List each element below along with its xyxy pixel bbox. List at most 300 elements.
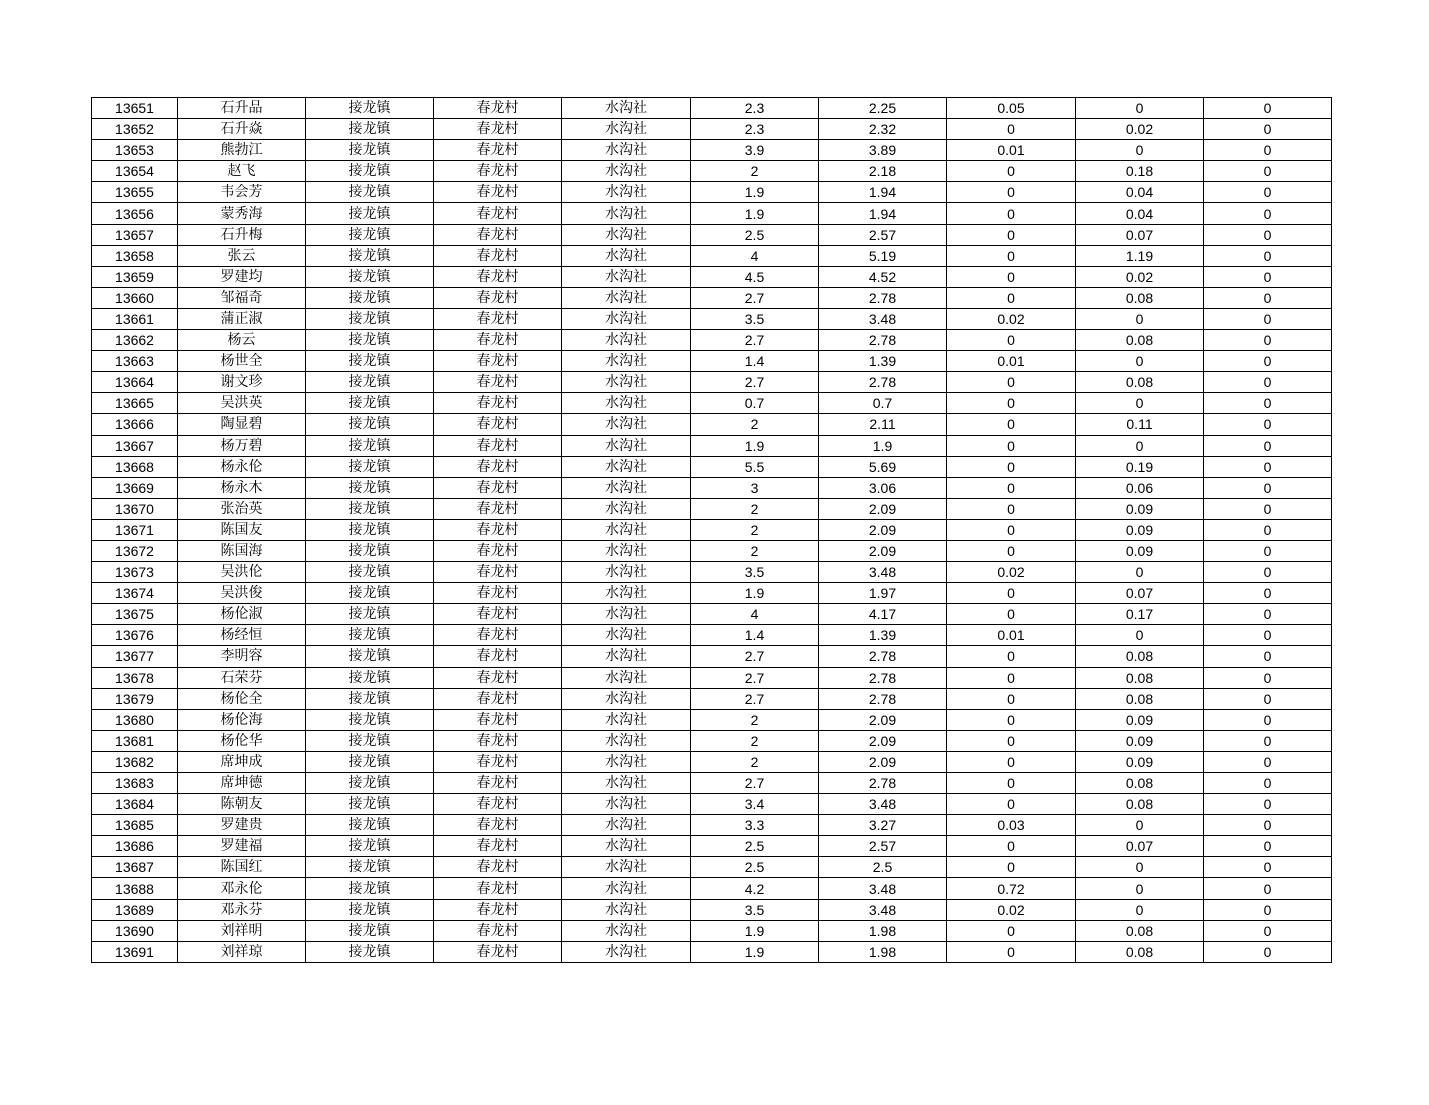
value-b-cell: 2.09 (819, 709, 947, 730)
id-cell: 13690 (92, 920, 178, 941)
data-table (91, 97, 1332, 963)
value-d-cell: 0 (1076, 140, 1204, 161)
town-cell: 接龙镇 (306, 330, 434, 351)
table-row (92, 330, 1332, 351)
town-cell: 接龙镇 (306, 308, 434, 329)
group-cell: 水沟社 (562, 393, 691, 414)
value-a-cell: 3.3 (691, 815, 819, 836)
value-e-cell: 0 (1204, 899, 1332, 920)
group-cell: 水沟社 (562, 815, 691, 836)
value-b-cell: 2.78 (819, 287, 947, 308)
village-cell: 春龙村 (434, 646, 562, 667)
group-cell: 水沟社 (562, 646, 691, 667)
village-cell: 春龙村 (434, 540, 562, 561)
value-a-cell: 3.5 (691, 899, 819, 920)
village-cell: 春龙村 (434, 794, 562, 815)
village-cell: 春龙村 (434, 140, 562, 161)
table-row (92, 562, 1332, 583)
value-a-cell: 2.7 (691, 330, 819, 351)
id-cell: 13659 (92, 266, 178, 287)
value-a-cell: 2 (691, 414, 819, 435)
village-cell: 春龙村 (434, 815, 562, 836)
id-cell: 13669 (92, 477, 178, 498)
value-b-cell: 2.78 (819, 667, 947, 688)
value-b-cell: 5.69 (819, 456, 947, 477)
village-cell: 春龙村 (434, 583, 562, 604)
village-cell: 春龙村 (434, 266, 562, 287)
village-cell: 春龙村 (434, 667, 562, 688)
group-cell: 水沟社 (562, 562, 691, 583)
id-cell: 13657 (92, 224, 178, 245)
town-cell: 接龙镇 (306, 709, 434, 730)
id-cell: 13689 (92, 899, 178, 920)
value-d-cell: 0.09 (1076, 519, 1204, 540)
id-cell: 13660 (92, 287, 178, 308)
id-cell: 13679 (92, 688, 178, 709)
id-cell: 13665 (92, 393, 178, 414)
name-cell: 陶显碧 (178, 414, 306, 435)
town-cell: 接龙镇 (306, 583, 434, 604)
value-e-cell: 0 (1204, 98, 1332, 119)
value-b-cell: 3.48 (819, 899, 947, 920)
id-cell: 13671 (92, 519, 178, 540)
value-b-cell: 1.94 (819, 203, 947, 224)
table-row (92, 878, 1332, 899)
table-row (92, 688, 1332, 709)
value-b-cell: 2.25 (819, 98, 947, 119)
value-a-cell: 1.9 (691, 435, 819, 456)
value-e-cell: 0 (1204, 667, 1332, 688)
group-cell: 水沟社 (562, 140, 691, 161)
value-e-cell: 0 (1204, 836, 1332, 857)
value-d-cell: 0.08 (1076, 287, 1204, 308)
value-c-cell: 0 (947, 161, 1076, 182)
id-cell: 13676 (92, 625, 178, 646)
village-cell: 春龙村 (434, 836, 562, 857)
group-cell: 水沟社 (562, 709, 691, 730)
village-cell: 春龙村 (434, 372, 562, 393)
value-d-cell: 0.09 (1076, 751, 1204, 772)
value-c-cell: 0 (947, 857, 1076, 878)
value-e-cell: 0 (1204, 646, 1332, 667)
value-e-cell: 0 (1204, 393, 1332, 414)
value-c-cell: 0 (947, 435, 1076, 456)
value-c-cell: 0 (947, 519, 1076, 540)
name-cell: 杨伦华 (178, 730, 306, 751)
town-cell: 接龙镇 (306, 688, 434, 709)
name-cell: 张治英 (178, 498, 306, 519)
value-a-cell: 2.7 (691, 688, 819, 709)
value-a-cell: 0.7 (691, 393, 819, 414)
table-row (92, 794, 1332, 815)
id-cell: 13674 (92, 583, 178, 604)
name-cell: 杨万碧 (178, 435, 306, 456)
value-c-cell: 0.01 (947, 140, 1076, 161)
value-d-cell: 0.02 (1076, 119, 1204, 140)
value-a-cell: 1.4 (691, 351, 819, 372)
value-d-cell: 0.17 (1076, 604, 1204, 625)
name-cell: 刘祥明 (178, 920, 306, 941)
village-cell: 春龙村 (434, 519, 562, 540)
table-row (92, 709, 1332, 730)
town-cell: 接龙镇 (306, 140, 434, 161)
id-cell: 13684 (92, 794, 178, 815)
id-cell: 13663 (92, 351, 178, 372)
village-cell: 春龙村 (434, 119, 562, 140)
table-row (92, 836, 1332, 857)
village-cell: 春龙村 (434, 730, 562, 751)
id-cell: 13683 (92, 773, 178, 794)
id-cell: 13673 (92, 562, 178, 583)
group-cell: 水沟社 (562, 435, 691, 456)
value-d-cell: 0.07 (1076, 583, 1204, 604)
value-a-cell: 2.5 (691, 224, 819, 245)
value-b-cell: 2.78 (819, 646, 947, 667)
value-d-cell: 0.09 (1076, 730, 1204, 751)
value-a-cell: 3.5 (691, 308, 819, 329)
value-d-cell: 0.08 (1076, 773, 1204, 794)
value-d-cell: 0.08 (1076, 330, 1204, 351)
table-row (92, 646, 1332, 667)
value-a-cell: 2.7 (691, 287, 819, 308)
value-d-cell: 0.07 (1076, 224, 1204, 245)
group-cell: 水沟社 (562, 941, 691, 962)
value-b-cell: 2.32 (819, 119, 947, 140)
name-cell: 蒲正淑 (178, 308, 306, 329)
group-cell: 水沟社 (562, 878, 691, 899)
value-c-cell: 0 (947, 456, 1076, 477)
value-a-cell: 2.7 (691, 646, 819, 667)
value-d-cell: 0 (1076, 98, 1204, 119)
town-cell: 接龙镇 (306, 372, 434, 393)
town-cell: 接龙镇 (306, 646, 434, 667)
name-cell: 陈国红 (178, 857, 306, 878)
value-a-cell: 3.9 (691, 140, 819, 161)
value-b-cell: 2.78 (819, 372, 947, 393)
id-cell: 13688 (92, 878, 178, 899)
table-row (92, 773, 1332, 794)
value-e-cell: 0 (1204, 562, 1332, 583)
table-row (92, 477, 1332, 498)
id-cell: 13664 (92, 372, 178, 393)
id-cell: 13682 (92, 751, 178, 772)
id-cell: 13653 (92, 140, 178, 161)
village-cell: 春龙村 (434, 709, 562, 730)
name-cell: 邓永芬 (178, 899, 306, 920)
value-a-cell: 2 (691, 751, 819, 772)
village-cell: 春龙村 (434, 878, 562, 899)
value-a-cell: 5.5 (691, 456, 819, 477)
value-a-cell: 3 (691, 477, 819, 498)
table-row (92, 182, 1332, 203)
group-cell: 水沟社 (562, 203, 691, 224)
value-c-cell: 0 (947, 203, 1076, 224)
value-c-cell: 0 (947, 414, 1076, 435)
id-cell: 13681 (92, 730, 178, 751)
name-cell: 熊勃江 (178, 140, 306, 161)
value-e-cell: 0 (1204, 498, 1332, 519)
value-a-cell: 3.4 (691, 794, 819, 815)
id-cell: 13680 (92, 709, 178, 730)
name-cell: 石升梅 (178, 224, 306, 245)
name-cell: 李明容 (178, 646, 306, 667)
value-d-cell: 0.09 (1076, 498, 1204, 519)
value-d-cell: 0.19 (1076, 456, 1204, 477)
value-d-cell: 0 (1076, 625, 1204, 646)
town-cell: 接龙镇 (306, 540, 434, 561)
id-cell: 13672 (92, 540, 178, 561)
group-cell: 水沟社 (562, 456, 691, 477)
name-cell: 陈朝友 (178, 794, 306, 815)
name-cell: 张云 (178, 245, 306, 266)
town-cell: 接龙镇 (306, 351, 434, 372)
village-cell: 春龙村 (434, 751, 562, 772)
value-a-cell: 2.7 (691, 667, 819, 688)
value-c-cell: 0 (947, 224, 1076, 245)
table-row (92, 667, 1332, 688)
village-cell: 春龙村 (434, 920, 562, 941)
value-e-cell: 0 (1204, 688, 1332, 709)
value-c-cell: 0 (947, 119, 1076, 140)
group-cell: 水沟社 (562, 351, 691, 372)
table-row (92, 98, 1332, 119)
village-cell: 春龙村 (434, 773, 562, 794)
table-row (92, 393, 1332, 414)
town-cell: 接龙镇 (306, 393, 434, 414)
value-a-cell: 1.9 (691, 920, 819, 941)
table-row (92, 161, 1332, 182)
id-cell: 13656 (92, 203, 178, 224)
value-a-cell: 2.7 (691, 773, 819, 794)
value-e-cell: 0 (1204, 794, 1332, 815)
town-cell: 接龙镇 (306, 857, 434, 878)
value-d-cell: 0.09 (1076, 709, 1204, 730)
value-d-cell: 0 (1076, 351, 1204, 372)
value-a-cell: 1.4 (691, 625, 819, 646)
value-e-cell: 0 (1204, 773, 1332, 794)
value-d-cell: 0 (1076, 562, 1204, 583)
value-d-cell: 0.08 (1076, 941, 1204, 962)
group-cell: 水沟社 (562, 625, 691, 646)
town-cell: 接龙镇 (306, 794, 434, 815)
table-row (92, 857, 1332, 878)
id-cell: 13652 (92, 119, 178, 140)
name-cell: 杨伦淑 (178, 604, 306, 625)
value-e-cell: 0 (1204, 161, 1332, 182)
town-cell: 接龙镇 (306, 119, 434, 140)
table-row (92, 519, 1332, 540)
value-e-cell: 0 (1204, 920, 1332, 941)
group-cell: 水沟社 (562, 330, 691, 351)
town-cell: 接龙镇 (306, 414, 434, 435)
value-b-cell: 2.09 (819, 540, 947, 561)
value-e-cell: 0 (1204, 245, 1332, 266)
town-cell: 接龙镇 (306, 562, 434, 583)
value-b-cell: 3.48 (819, 308, 947, 329)
value-d-cell: 0.08 (1076, 372, 1204, 393)
village-cell: 春龙村 (434, 941, 562, 962)
value-e-cell: 0 (1204, 709, 1332, 730)
village-cell: 春龙村 (434, 351, 562, 372)
town-cell: 接龙镇 (306, 815, 434, 836)
name-cell: 邹福奇 (178, 287, 306, 308)
group-cell: 水沟社 (562, 604, 691, 625)
value-a-cell: 4.5 (691, 266, 819, 287)
value-d-cell: 0 (1076, 308, 1204, 329)
value-d-cell: 0 (1076, 393, 1204, 414)
value-e-cell: 0 (1204, 604, 1332, 625)
id-cell: 13658 (92, 245, 178, 266)
table-row (92, 372, 1332, 393)
table-body (92, 98, 1332, 963)
name-cell: 席坤德 (178, 773, 306, 794)
value-c-cell: 0 (947, 773, 1076, 794)
value-e-cell: 0 (1204, 182, 1332, 203)
value-c-cell: 0 (947, 751, 1076, 772)
value-b-cell: 2.09 (819, 519, 947, 540)
id-cell: 13678 (92, 667, 178, 688)
group-cell: 水沟社 (562, 245, 691, 266)
value-b-cell: 5.19 (819, 245, 947, 266)
village-cell: 春龙村 (434, 182, 562, 203)
value-c-cell: 0.05 (947, 98, 1076, 119)
value-b-cell: 0.7 (819, 393, 947, 414)
value-e-cell: 0 (1204, 372, 1332, 393)
value-d-cell: 0 (1076, 435, 1204, 456)
table-row (92, 941, 1332, 962)
village-cell: 春龙村 (434, 498, 562, 519)
value-d-cell: 0.08 (1076, 667, 1204, 688)
value-a-cell: 1.9 (691, 203, 819, 224)
name-cell: 杨世全 (178, 351, 306, 372)
value-c-cell: 0 (947, 477, 1076, 498)
value-a-cell: 4 (691, 604, 819, 625)
town-cell: 接龙镇 (306, 920, 434, 941)
group-cell: 水沟社 (562, 498, 691, 519)
name-cell: 吴洪俊 (178, 583, 306, 604)
value-e-cell: 0 (1204, 330, 1332, 351)
value-e-cell: 0 (1204, 435, 1332, 456)
value-d-cell: 0 (1076, 815, 1204, 836)
value-b-cell: 1.98 (819, 920, 947, 941)
group-cell: 水沟社 (562, 773, 691, 794)
value-d-cell: 0.09 (1076, 540, 1204, 561)
name-cell: 杨经恒 (178, 625, 306, 646)
name-cell: 杨永伦 (178, 456, 306, 477)
village-cell: 春龙村 (434, 203, 562, 224)
group-cell: 水沟社 (562, 519, 691, 540)
value-d-cell: 0 (1076, 857, 1204, 878)
value-b-cell: 1.94 (819, 182, 947, 203)
group-cell: 水沟社 (562, 667, 691, 688)
group-cell: 水沟社 (562, 182, 691, 203)
group-cell: 水沟社 (562, 266, 691, 287)
value-b-cell: 2.57 (819, 836, 947, 857)
value-a-cell: 4 (691, 245, 819, 266)
value-b-cell: 1.39 (819, 351, 947, 372)
id-cell: 13670 (92, 498, 178, 519)
name-cell: 谢文珍 (178, 372, 306, 393)
table-row (92, 224, 1332, 245)
town-cell: 接龙镇 (306, 182, 434, 203)
table-row (92, 203, 1332, 224)
value-b-cell: 1.98 (819, 941, 947, 962)
value-a-cell: 4.2 (691, 878, 819, 899)
value-d-cell: 0.06 (1076, 477, 1204, 498)
town-cell: 接龙镇 (306, 224, 434, 245)
table-row (92, 498, 1332, 519)
value-b-cell: 2.09 (819, 498, 947, 519)
value-c-cell: 0 (947, 266, 1076, 287)
value-d-cell: 0 (1076, 878, 1204, 899)
value-c-cell: 0 (947, 794, 1076, 815)
value-c-cell: 0 (947, 667, 1076, 688)
table-row (92, 604, 1332, 625)
group-cell: 水沟社 (562, 287, 691, 308)
village-cell: 春龙村 (434, 562, 562, 583)
value-b-cell: 2.78 (819, 330, 947, 351)
group-cell: 水沟社 (562, 836, 691, 857)
value-d-cell: 0 (1076, 899, 1204, 920)
value-e-cell: 0 (1204, 730, 1332, 751)
value-e-cell: 0 (1204, 878, 1332, 899)
value-c-cell: 0.01 (947, 625, 1076, 646)
value-c-cell: 0 (947, 941, 1076, 962)
value-c-cell: 0 (947, 836, 1076, 857)
value-d-cell: 0.07 (1076, 836, 1204, 857)
group-cell: 水沟社 (562, 477, 691, 498)
name-cell: 陈国海 (178, 540, 306, 561)
town-cell: 接龙镇 (306, 625, 434, 646)
value-e-cell: 0 (1204, 308, 1332, 329)
value-e-cell: 0 (1204, 477, 1332, 498)
village-cell: 春龙村 (434, 224, 562, 245)
table-row (92, 308, 1332, 329)
value-b-cell: 1.39 (819, 625, 947, 646)
table-row (92, 414, 1332, 435)
town-cell: 接龙镇 (306, 519, 434, 540)
value-c-cell: 0.72 (947, 878, 1076, 899)
value-c-cell: 0 (947, 583, 1076, 604)
village-cell: 春龙村 (434, 414, 562, 435)
town-cell: 接龙镇 (306, 941, 434, 962)
table-row (92, 730, 1332, 751)
value-b-cell: 2.09 (819, 751, 947, 772)
table-row (92, 119, 1332, 140)
village-cell: 春龙村 (434, 899, 562, 920)
name-cell: 罗建贵 (178, 815, 306, 836)
village-cell: 春龙村 (434, 161, 562, 182)
value-d-cell: 0.08 (1076, 688, 1204, 709)
town-cell: 接龙镇 (306, 899, 434, 920)
table-row (92, 540, 1332, 561)
table-row (92, 815, 1332, 836)
value-e-cell: 0 (1204, 625, 1332, 646)
town-cell: 接龙镇 (306, 751, 434, 772)
value-a-cell: 1.9 (691, 941, 819, 962)
table-row (92, 245, 1332, 266)
value-e-cell: 0 (1204, 857, 1332, 878)
value-a-cell: 2.5 (691, 836, 819, 857)
value-e-cell: 0 (1204, 414, 1332, 435)
value-a-cell: 1.9 (691, 182, 819, 203)
value-b-cell: 2.5 (819, 857, 947, 878)
town-cell: 接龙镇 (306, 245, 434, 266)
town-cell: 接龙镇 (306, 667, 434, 688)
group-cell: 水沟社 (562, 899, 691, 920)
value-a-cell: 2.3 (691, 119, 819, 140)
value-d-cell: 1.19 (1076, 245, 1204, 266)
